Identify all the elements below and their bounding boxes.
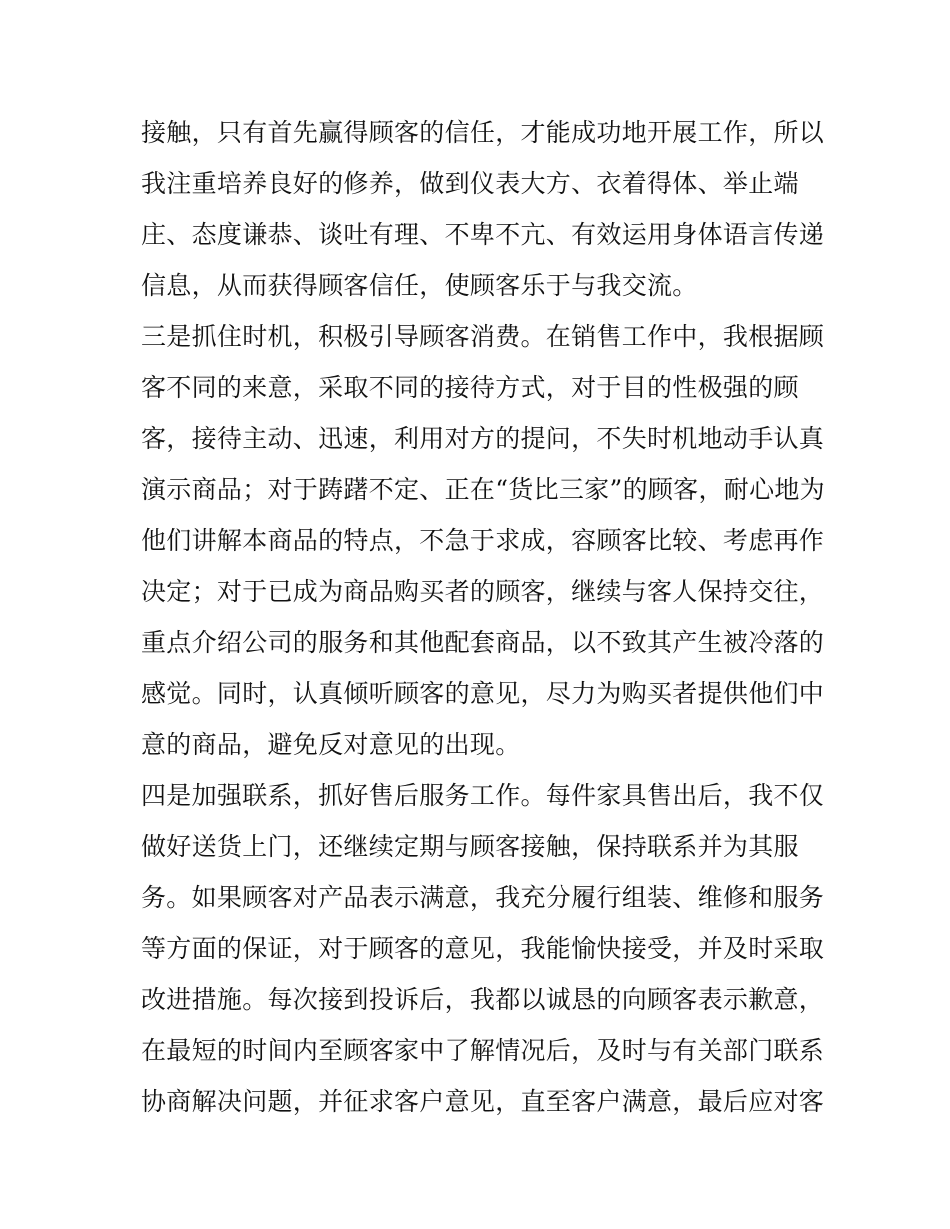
- text-line: 我注重培养良好的修养，做到仪表大方、衣着得体、举止端: [141, 169, 799, 198]
- text-line: 接触，只有首先赢得顾客的信任，才能成功地开展工作，所以: [141, 118, 825, 147]
- text-line: 做好送货上门，还继续定期与顾客接触，保持联系并为其服: [141, 832, 799, 861]
- text-line: 等方面的保证，对于顾客的意见，我能愉快接受，并及时采取: [141, 934, 825, 963]
- text-line: 决定；对于已成为商品购买者的顾客，继续与客人保持交往，: [141, 577, 825, 606]
- text-line: 在最短的时间内至顾客家中了解情况后，及时与有关部门联系: [141, 1036, 825, 1065]
- text-line: 意的商品，避免反对意见的出现。: [141, 730, 521, 759]
- text-line: 协商解决问题，并征求客户意见，直至客户满意，最后应对客: [141, 1087, 825, 1116]
- text-line: 感觉。同时，认真倾听顾客的意见，尽力为购买者提供他们中: [141, 679, 825, 708]
- text-line: 演示商品；对于踌躇不定、正在“货比三家”的顾客，耐心地为: [141, 475, 825, 504]
- body-text: [141, 107, 825, 1127]
- text-line: 他们讲解本商品的特点，不急于求成，容顾客比较、考虑再作: [141, 526, 825, 555]
- text-line: 客不同的来意，采取不同的接待方式，对于目的性极强的顾: [141, 373, 799, 402]
- text-line: 三是抓住时机，积极引导顾客消费。在销售工作中，我根据顾: [141, 322, 825, 351]
- text-line: 客，接待主动、迅速，利用对方的提问，不失时机地动手认真: [141, 424, 825, 453]
- text-line: 信息，从而获得顾客信任，使顾客乐于与我交流。: [141, 271, 698, 300]
- text-line: 四是加强联系，抓好售后服务工作。每件家具售出后，我不仅: [141, 781, 825, 810]
- text-line: 重点介绍公司的服务和其他配套商品，以不致其产生被冷落的: [141, 628, 825, 657]
- text-line: 改进措施。每次接到投诉后，我都以诚恳的向顾客表示歉意，: [141, 985, 825, 1014]
- text-line: 务。如果顾客对产品表示满意，我充分履行组装、维修和服务: [141, 883, 825, 912]
- text-line: 庄、态度谦恭、谈吐有理、不卑不亢、有效运用身体语言传递: [141, 220, 825, 249]
